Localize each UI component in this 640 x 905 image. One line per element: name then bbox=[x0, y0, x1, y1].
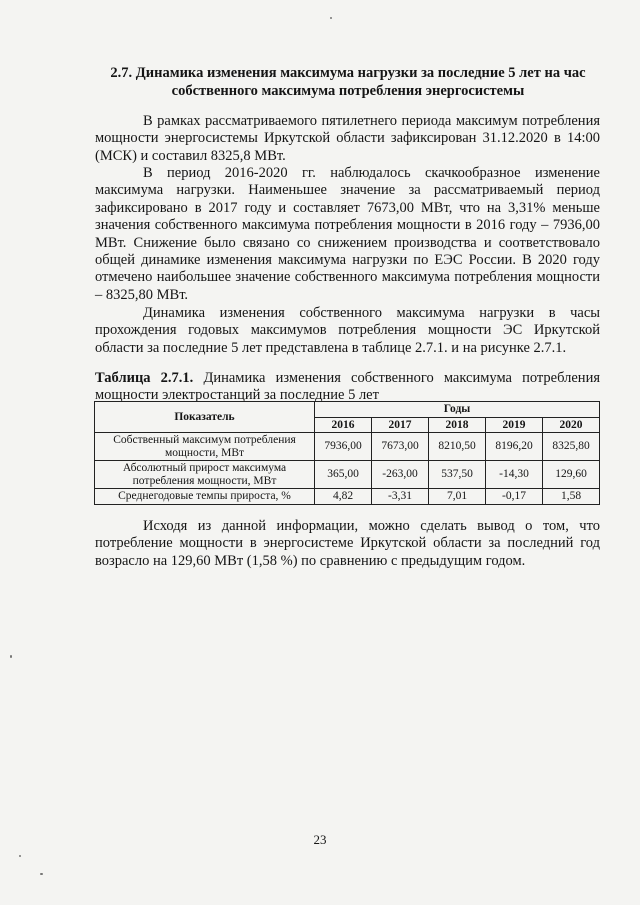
row-label: Абсолютный прирост максимума потребления мощности, МВт bbox=[95, 461, 315, 489]
section-heading: 2.7. Динамика изменения максимума нагрузки за последние 5 лет на час собственного максимума потребления энергосистемы bbox=[110, 65, 586, 99]
value-cell: -3,31 bbox=[372, 489, 429, 505]
table-caption-text: Динамика изменения собственного максимума потребления мощности электростанций за последние 5 лет bbox=[95, 370, 600, 403]
year-cell: 2018 bbox=[429, 417, 486, 433]
value-cell: 4,82 bbox=[315, 489, 372, 505]
paragraph-4: Исходя из данной информации, можно сделать вывод о том, что потребление мощности в энергосистеме Иркутской области за последний год возрасло на 129,60 МВт (1,58 %) по сравнению с предыдущим годом. bbox=[95, 518, 600, 569]
paragraph-3: Динамика изменения собственного максимума нагрузки в часы прохождения годовых максимумов потребления мощности ЭС Иркутской области за последние 5 лет представлена в таблице 2.7.1. и на рисунке 2.7.1. bbox=[95, 305, 600, 356]
value-cell: -14,30 bbox=[486, 461, 543, 489]
year-cell: 2019 bbox=[486, 417, 543, 433]
paragraph-1: В рамках рассматриваемого пятилетнего периода максимум потребления мощности энергосистемы Иркутской области зафиксирован 31.12.2020 в 14:00 (МСК) и составил 8325,8 МВт. bbox=[95, 113, 600, 164]
table-row bbox=[95, 461, 600, 489]
value-cell: 8196,20 bbox=[486, 433, 543, 461]
row-label: Собственный максимум потребления мощности, МВт bbox=[95, 433, 315, 461]
value-cell: 129,60 bbox=[543, 461, 600, 489]
row-label: Среднегодовые темпы прироста, % bbox=[95, 489, 315, 505]
value-cell: -0,17 bbox=[486, 489, 543, 505]
value-cell: 8325,80 bbox=[543, 433, 600, 461]
header-years: Годы bbox=[315, 402, 600, 418]
header-indicator: Показатель bbox=[95, 402, 315, 433]
value-cell: 7,01 bbox=[429, 489, 486, 505]
year-cell: 2017 bbox=[372, 417, 429, 433]
table-caption-label: Таблица 2.7.1. bbox=[95, 370, 194, 386]
table-row bbox=[95, 489, 600, 505]
scan-speck bbox=[330, 17, 332, 19]
data-table bbox=[94, 401, 600, 505]
paragraph-2: В период 2016-2020 гг. наблюдалось скачкообразное изменение максимума нагрузки. Наименьшее значение за рассматриваемый период зафиксировано в 2017 году и составляет 7673,00 МВт, что на 3,31% меньше значения собственного максимума потребления мощности в 2016 году – 7936,00 МВт. Снижение было связано со снижением производства и соответствовало общей динамике изменения максимума нагрузки по ЕЭС России. В 2020 году отмечено наибольшее значение собственного максимума потребления мощности – 8325,80 МВт. bbox=[95, 165, 600, 303]
scan-speck bbox=[40, 873, 43, 875]
table-row bbox=[95, 433, 600, 461]
value-cell: 537,50 bbox=[429, 461, 486, 489]
table-header-row bbox=[95, 402, 600, 418]
value-cell: 8210,50 bbox=[429, 433, 486, 461]
page-number: 23 bbox=[313, 832, 327, 847]
value-cell: 1,58 bbox=[543, 489, 600, 505]
scan-speck bbox=[19, 855, 21, 857]
value-cell: 365,00 bbox=[315, 461, 372, 489]
value-cell: 7673,00 bbox=[372, 433, 429, 461]
value-cell: -263,00 bbox=[372, 461, 429, 489]
year-cell: 2020 bbox=[543, 417, 600, 433]
value-cell: 7936,00 bbox=[315, 433, 372, 461]
year-cell: 2016 bbox=[315, 417, 372, 433]
table-caption bbox=[95, 370, 600, 404]
scan-speck bbox=[10, 655, 12, 658]
